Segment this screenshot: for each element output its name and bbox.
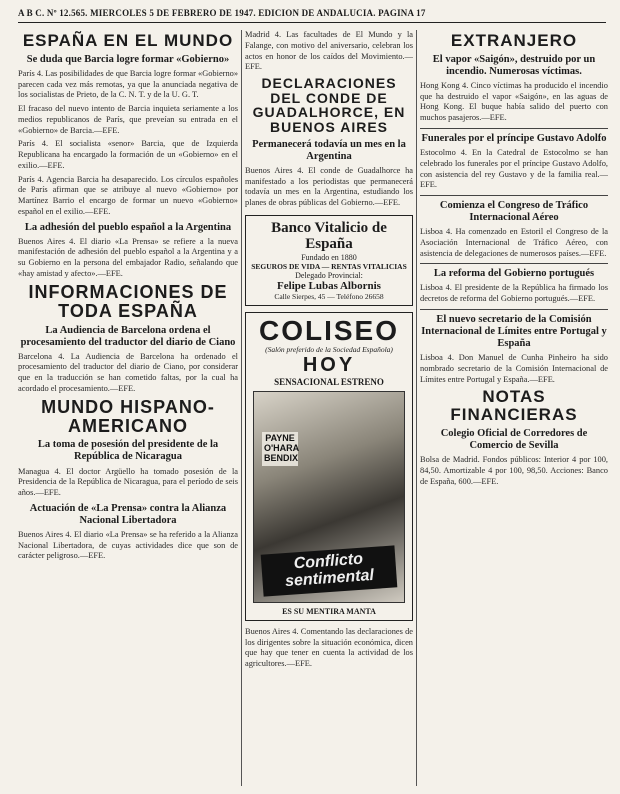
ad-today: HOY (302, 353, 356, 376)
masthead: A B C. Nº 12.565. MIERCOLES 5 DE FEBRERO DE 1947. EDICION DE ANDALUCIA. PAGINA 17 (18, 8, 606, 23)
bank-advertisement (245, 215, 413, 306)
ad-founded: Fundado en 1880 (301, 252, 357, 262)
column-center (245, 30, 413, 788)
divider (420, 309, 608, 310)
article-text: El fracaso del nuevo intento de Barcia inquieta seriamente a los medios republicanos de París, que preveían su entrada en el «Gobierno» de Barcia.—EFE. (18, 104, 238, 135)
article-text: Lisboa 4. Don Manuel de Cunha Pinheiro ha sido nombrado secretario de la Comisión Internacional de Límites entre Portugal y España.—EFE. (420, 353, 608, 384)
article-text: Madrid 4. Las facultades de El Mundo y la Falange, con motivo del aniversario, celebran los actos en honor de los caídos del Movimiento.—EFE. (245, 30, 413, 72)
headline: Actuación de «La Prensa» contra la Alianza Nacional Libertadora (29, 502, 227, 526)
column-divider (241, 30, 242, 786)
section-title: ESPAÑA EN EL MUNDO (22, 31, 234, 50)
ad-delegate: Delegado Provincial: (295, 270, 363, 280)
article-text: Lisboa 4. El presidente de la República ha firmado los decretos de reforma del Gobierno portugués.—EFE. (420, 283, 608, 304)
article-text: Barcelona 4. La Audiencia de Barcelona ha ordenado el procesamiento del traductor del diario de Ciano, por considerar que en la traducción se han cometido faltas, por la cual ha acordado el procesamiento.—EFE. (18, 351, 238, 393)
article-text: Buenos Aires 4. El diario «La Prensa» se ha referido a la Alianza Nacional Libertadora, de cuyas actividades dice que son de carácter peligroso.—EFE. (18, 529, 238, 561)
article-text: Buenos Aires 4. El conde de Guadalhorce ha manifestado a los periodistas que permanecerá todavía un mes en la Argentina, estudiando los planes de obras públicas del Gobierno.—EFE. (245, 165, 413, 208)
headline: La Audiencia de Barcelona ordena el procesamiento del traductor del diario de Ciano (20, 324, 236, 348)
ad-cinema-sub: (Salón preferido de la Sociedad Española) (265, 344, 393, 354)
film-poster (253, 391, 405, 603)
headline: La adhesión del pueblo español a la Argentina (24, 221, 232, 233)
section-title: NOTAS FINANCIERAS (450, 387, 578, 425)
article-text: Buenos Aires 4. Comentando las declaraciones de los dirigentes sobre la situación económica, dicen que hay que tener en cuenta la actividad de los agricultores.—EFE. (245, 626, 413, 669)
article-text: París 4. El socialista «senor» Barcia, que de Izquierda Republicana ha encargado la formación de un «Gobierno» en el exilio.—EFE. (18, 139, 238, 170)
headline: La toma de posesión del presidente de la República de Nicaragua (37, 439, 219, 463)
ad-person: Felipe Lubas Albornis (277, 279, 381, 292)
divider (420, 195, 608, 196)
article-text: Buenos Aires 4. El diario «La Prensa» se refiere a la nueva manifestación de adhesión del pueblo español a la Argentina y a su Gobierno en la persona del embajador Radio, señalando que «hay amistad y afecto».—EFE. (18, 236, 238, 278)
ad-address: Calle Sierpes, 45 — Teléfono 26658 (274, 291, 384, 301)
headline: El nuevo secretario de la Comisión Internacional de Límites entre Portugal y España (421, 313, 607, 350)
poster-cast: PAYNE O'HARA BENDIX (262, 432, 298, 466)
section-title: INFORMACIONES DE TODA ESPAÑA (28, 281, 228, 321)
headline: La reforma del Gobierno portugués (433, 268, 595, 280)
article-text: Managua 4. El doctor Argüello ha tomado posesión de la Presidencia de la República de Nicaragua, para el período de seis años.—EFE. (18, 466, 238, 498)
article-text: Estocolmo 4. En la Catedral de Estocolmo se han celebrado los funerales por el príncipe Gustavo Adolfo, con asistencia del rey Gustavo y de la familia real.—EFE. (420, 148, 608, 190)
column-left (18, 30, 238, 788)
ad-estreno: SENSACIONAL ESTRENO (274, 376, 384, 387)
poster-film-title: Conflicto sentimental (261, 546, 398, 597)
headline: El vapor «Saigón», destruido por un incendio. Numerosas víctimas. (432, 53, 596, 77)
headline: Comienza el Congreso de Tráfico Internacional Aéreo (439, 200, 589, 224)
article-text: Lisboa 4. Ha comenzado en Estoril el Congreso de la Asociación Internacional de Tráfico Aéreo, con asistencia de delegaciones de numerosos países.—EFE. (420, 227, 608, 258)
divider (420, 128, 608, 129)
ad-cinema-name: COLISEO (258, 314, 399, 346)
section-title: MUNDO HISPANO-AMERICANO (41, 396, 215, 436)
article-text: París 4. Agencia Barcia ha desaparecido. Los círculos españoles de París afirman que se atribuye al nuevo «Gobierno» por Martínez Barrio el encargo de formar un nuevo «Gobierno» español en el exilio.—EFE. (18, 174, 238, 216)
headline: Se duda que Barcia logre formar «Gobierno» (26, 53, 230, 65)
ad-line: SEGUROS DE VIDA — RENTAS VITALICIAS (251, 261, 407, 271)
article-text: París 4. Las posibilidades de que Barcia logre formar «Gobierno» parecen cada vez más remotas, ya que la anunciada negativa de los socialistas de Prieto, de la C. N. T. y de la U. G. T. (18, 68, 238, 100)
headline: Permanecerá todavía un mes en la Argentina (252, 138, 406, 162)
section-title: EXTRANJERO (450, 31, 578, 50)
article-text: Hong Kong 4. Cinco víctimas ha producido el incendio que ha destruido el vapor «Saigón», en las aguas de Hong Kong. El buque había salido del puerto con muchos pasajeros.—EFE. (420, 80, 608, 123)
section-title: DECLARACIONES DEL CONDE DE GUADALHORCE, EN BUENOS AIRES (252, 75, 406, 136)
divider (420, 263, 608, 264)
article-text: Bolsa de Madrid. Fondos públicos: Interior 4 por 100, 84,50. Amortizable 4 por 100, 98,50. Acciones: Banco de España, 600.—EFE. (420, 455, 608, 486)
ad-bank-name: Banco Vitalicio de España (271, 219, 387, 253)
ad-footer: ES SU MENTIRA MANTA (282, 606, 376, 616)
column-divider (416, 30, 417, 786)
headline: Funerales por el príncipe Gustavo Adolfo (421, 132, 607, 144)
headline: Colegio Oficial de Corredores de Comercio de Sevilla (440, 428, 588, 452)
column-right (420, 30, 608, 788)
cinema-advertisement (245, 312, 413, 621)
